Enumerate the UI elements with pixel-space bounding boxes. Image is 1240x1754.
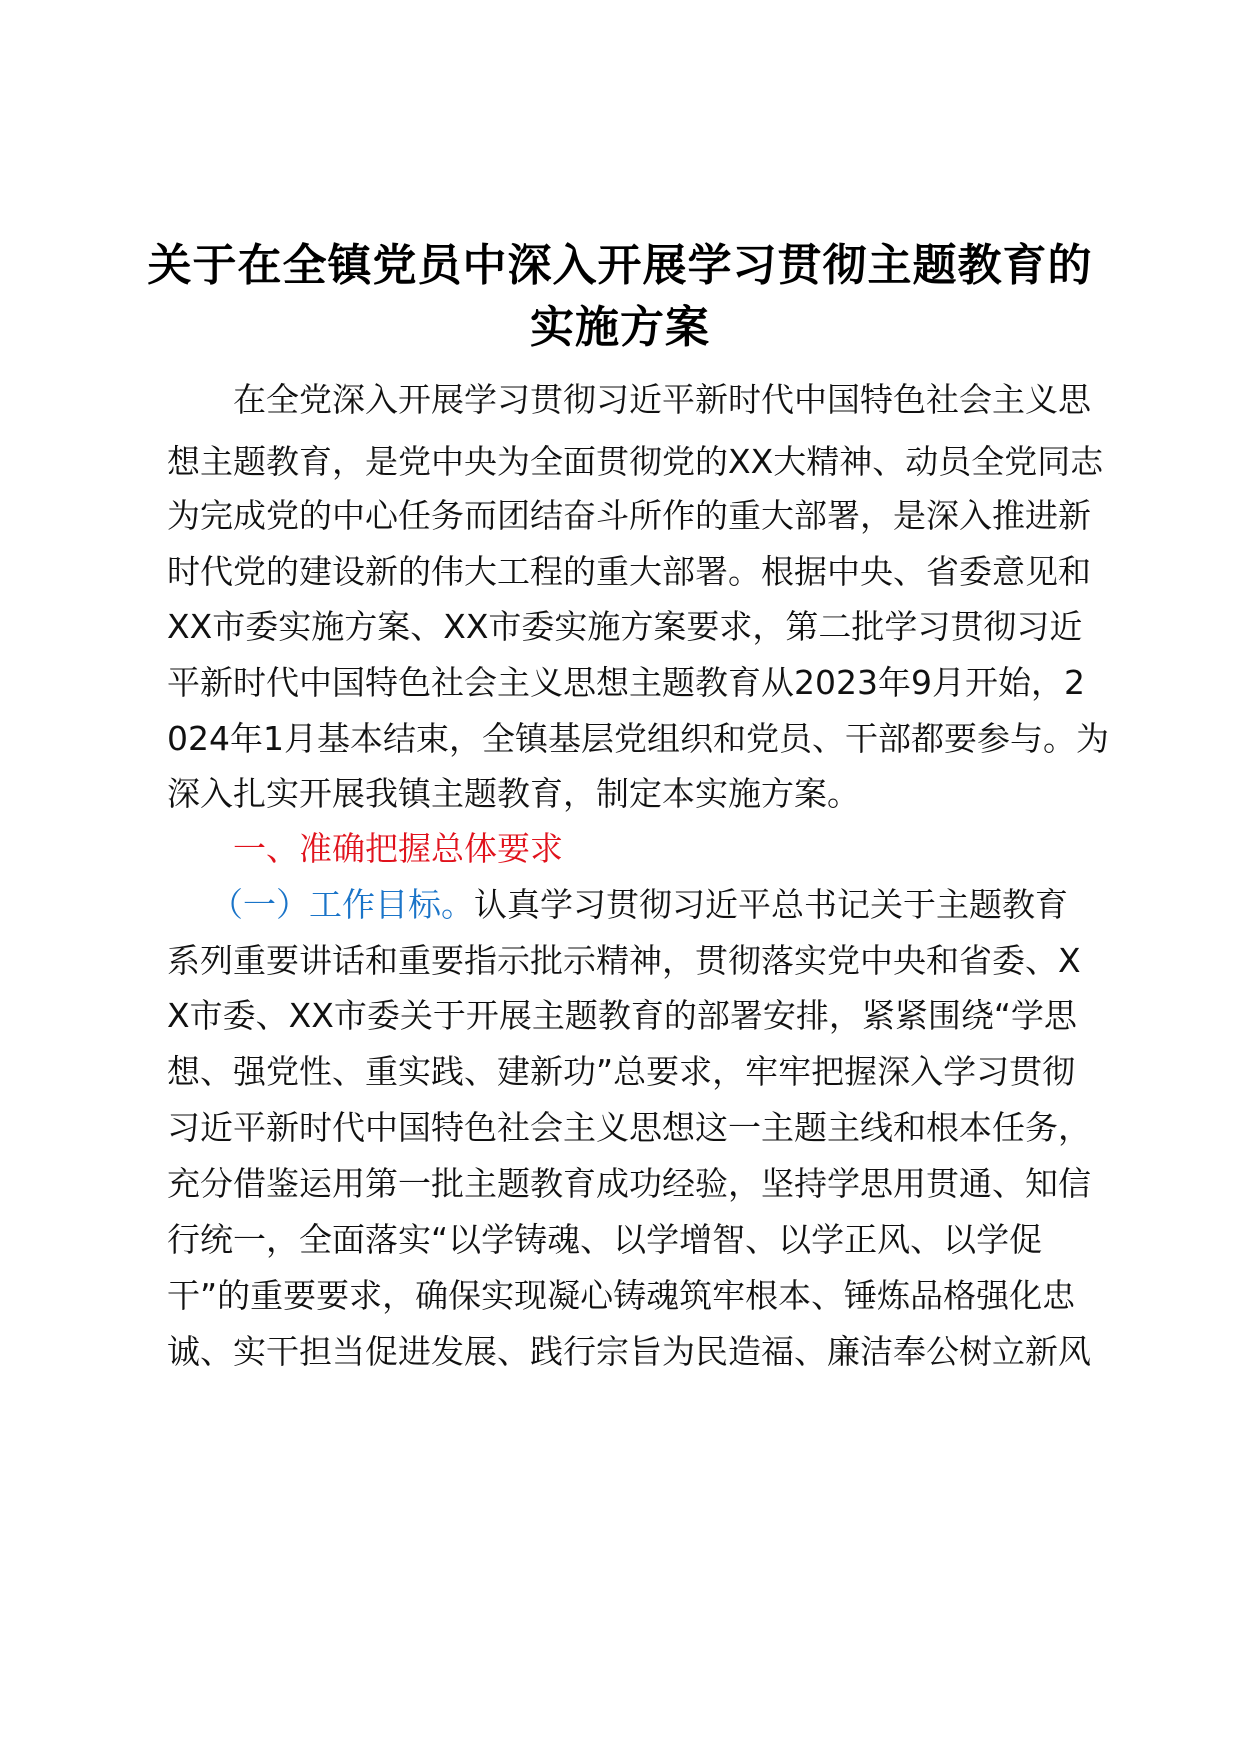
subsection-1-line-7: 行统一，全面落实“以学铸魂、以学增智、以学正风、以学促 (167, 1220, 1043, 1259)
intro-line-4: 时代党的建设新的伟大工程的重大部署。根据中央、省委意见和 (167, 552, 1091, 591)
section-heading-1: 一、准确把握总体要求 (233, 829, 563, 868)
intro-line-2: 想主题教育，是党中央为全面贯彻党的XX大精神、动员全党同志 (167, 442, 1104, 481)
subsection-heading-1: （一）工作目标。 (210, 885, 474, 924)
subsection-1-first-line (210, 873, 1150, 936)
intro-line-6: 平新时代中国特色社会主义思想主题教育从2023年9月开始，2 (167, 663, 1085, 702)
intro-line-1: 在全党深入开展学习贯彻习近平新时代中国特色社会主义思 (233, 380, 1091, 419)
subsection-1-first-line-text: 认真学习贯彻习近平总书记关于主题教育 (474, 885, 1068, 924)
subsection-1-line-5: 习近平新时代中国特色社会主义思想这一主题主线和根本任务， (167, 1108, 1091, 1147)
document-title-line-1: 关于在全镇党员中深入开展学习贯彻主题教育的 (147, 240, 1093, 291)
subsection-1-line-6: 充分借鉴运用第一批主题教育成功经验，坚持学思用贯通、知信 (167, 1164, 1091, 1203)
subsection-1-line-2: 系列重要讲话和重要指示批示精神，贯彻落实党中央和省委、X (167, 941, 1081, 980)
intro-line-7: 024年1月基本结束，全镇基层党组织和党员、干部都要参与。为 (167, 719, 1109, 758)
intro-line-3: 为完成党的中心任务而团结奋斗所作的重大部署，是深入推进新 (167, 496, 1091, 535)
subsection-1-line-8: 干”的重要要求，确保实现凝心铸魂筑牢根本、锤炼品格强化忠 (167, 1276, 1076, 1315)
subsection-1-line-9: 诚、实干担当促进发展、践行宗旨为民造福、廉洁奉公树立新风 (167, 1332, 1091, 1371)
subsection-1-line-3: X市委、XX市委关于开展主题教育的部署安排，紧紧围绕“学思 (167, 996, 1077, 1035)
intro-line-5: XX市委实施方案、XX市委实施方案要求，第二批学习贯彻习近 (167, 607, 1083, 646)
document-title-line-2: 实施方案 (530, 302, 710, 353)
intro-line-8: 深入扎实开展我镇主题教育，制定本实施方案。 (167, 774, 860, 813)
subsection-1-line-4: 想、强党性、重实践、建新功”总要求，牢牢把握深入学习贯彻 (167, 1052, 1076, 1091)
